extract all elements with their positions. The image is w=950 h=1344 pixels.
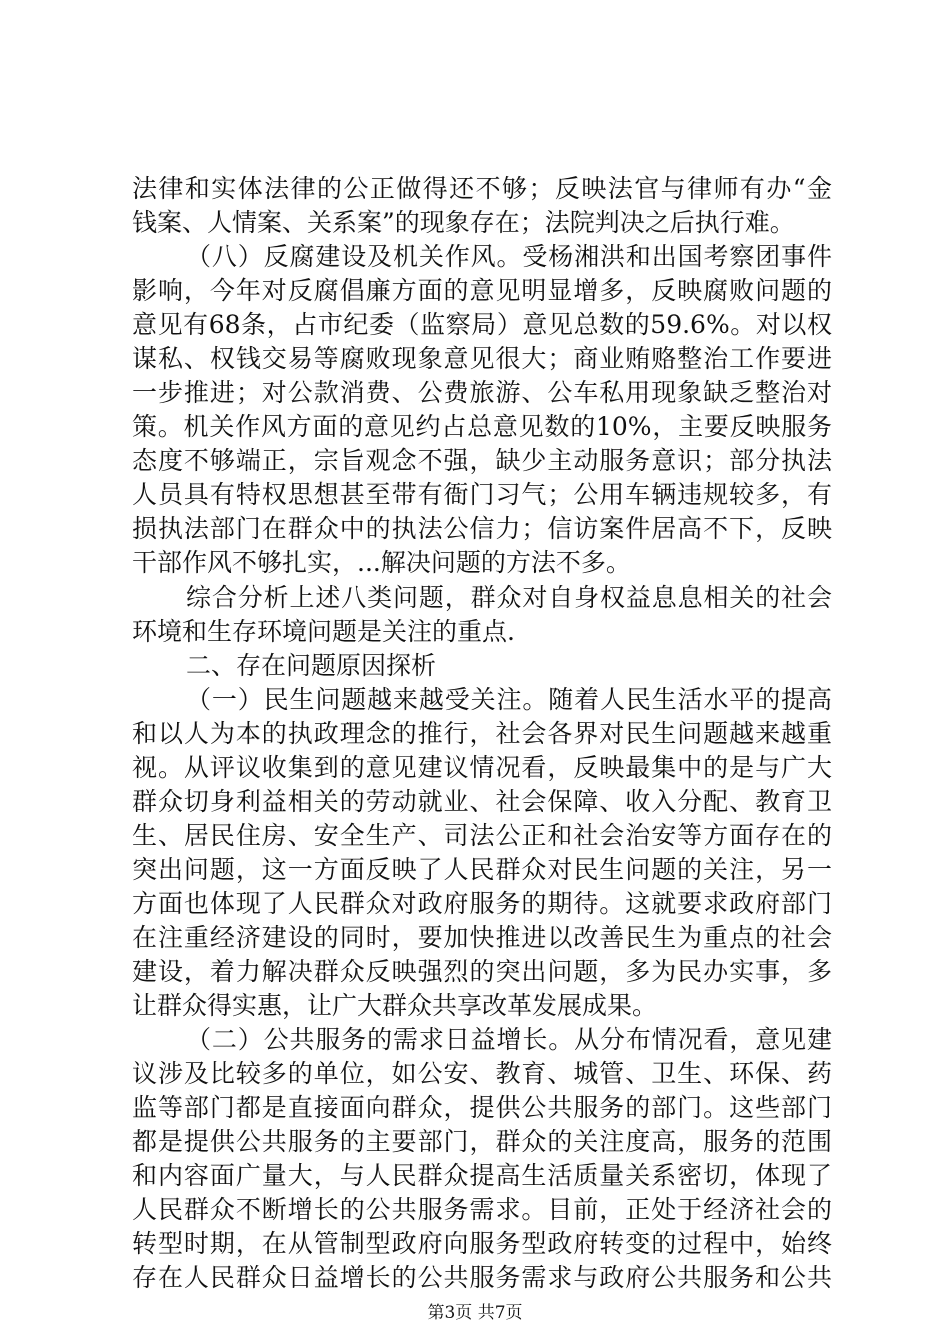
text-line: 谋私、权钱交易等腐败现象意见很大；商业贿赂整治工作要进 <box>132 344 832 373</box>
text-line: 态度不够端正，宗旨观念不强，缺少主动服务意识；部分执法 <box>132 446 832 475</box>
text-line: 干部作风不够扎实，...解决问题的方法不多。 <box>132 548 631 577</box>
text-line: 视。从评议收集到的意见建议情况看，反映最集中的是与广大 <box>132 753 832 782</box>
text-line: （八）反腐建设及机关作风。受杨湘洪和出国考察团事件 <box>186 242 832 271</box>
text-line: 都是提供公共服务的主要部门，群众的关注度高，服务的范围 <box>132 1127 832 1156</box>
text-line: 环境和生存环境问题是关注的重点. <box>132 617 515 646</box>
text-line: 综合分析上述八类问题，群众对自身权益息息相关的社会 <box>186 583 832 612</box>
text-line: 策。机关作风方面的意见约占总意见数的10%，主要反映服务 <box>132 412 832 441</box>
text-line: （一）民生问题越来越受关注。随着人民生活水平的提高 <box>186 685 832 714</box>
text-line: 法律和实体法律的公正做得还不够；反映法官与律师有办“金 <box>132 174 832 203</box>
text-line: 人民群众不断增长的公共服务需求。目前，正处于经济社会的 <box>132 1195 832 1224</box>
text-line: 突出问题，这一方面反映了人民群众对民生问题的关注，另一 <box>132 855 832 884</box>
text-line: 钱案、人情案、关系案”的现象存在；法院判决之后执行难。 <box>132 208 795 237</box>
text-line: 监等部门都是直接面向群众，提供公共服务的部门。这些部门 <box>132 1093 832 1122</box>
text-line: 影响，今年对反腐倡廉方面的意见明显增多，反映腐败问题的 <box>132 276 832 305</box>
text-line: 群众切身利益相关的劳动就业、社会保障、收入分配、教育卫 <box>132 787 832 816</box>
text-line: 和内容面广量大，与人民群众提高生活质量关系密切，体现了 <box>132 1161 832 1190</box>
text-line: 在注重经济建设的同时，要加快推进以改善民生为重点的社会 <box>132 923 832 952</box>
text-line: 方面也体现了人民群众对政府服务的期待。这就要求政府部门 <box>132 889 832 918</box>
text-line: 存在人民群众日益增长的公共服务需求与政府公共服务和公共 <box>132 1263 832 1292</box>
text-line: 转型时期，在从管制型政府向服务型政府转变的过程中，始终 <box>132 1229 832 1258</box>
text-line: （二）公共服务的需求日益增长。从分布情况看，意见建 <box>186 1025 832 1054</box>
text-line: 和以人为本的执政理念的推行，社会各界对民生问题越来越重 <box>132 719 832 748</box>
section-heading: 二、存在问题原因探析 <box>186 651 437 680</box>
text-line: 建设，着力解决群众反映强烈的突出问题，多为民办实事，多 <box>132 957 832 986</box>
text-line: 让群众得实惠，让广大群众共享改革发展成果。 <box>132 991 658 1020</box>
page-footer: 第3页 共7页 <box>427 1303 523 1323</box>
text-line: 议涉及比较多的单位，如公安、教育、城管、卫生、环保、药 <box>132 1059 832 1088</box>
text-line: 人员具有特权思想甚至带有衙门习气；公用车辆违规较多，有 <box>132 480 832 509</box>
text-line: 意见有68条，占市纪委（监察局）意见总数的59.6%。对以权 <box>132 310 832 339</box>
text-line: 一步推进；对公款消费、公费旅游、公车私用现象缺乏整治对 <box>132 378 832 407</box>
text-line: 损执法部门在群众中的执法公信力；信访案件居高不下，反映 <box>132 514 832 543</box>
text-line: 生、居民住房、安全生产、司法公正和社会治安等方面存在的 <box>132 821 832 850</box>
